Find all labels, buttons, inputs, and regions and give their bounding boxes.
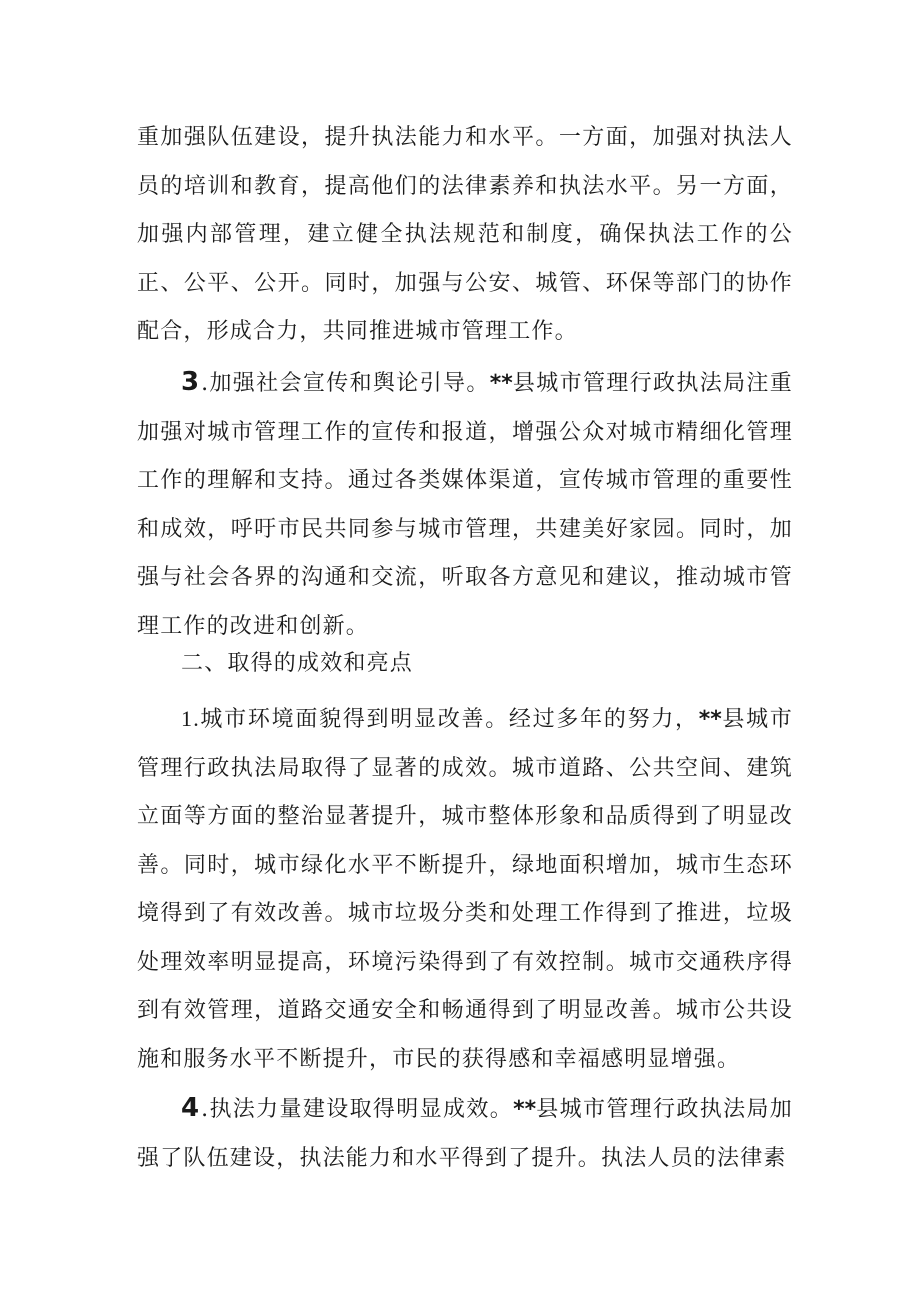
- paragraph-item-3-publicity: [137, 358, 793, 651]
- item-lead: 城市环境面貌得到明显改善。经过多年的努力，: [199, 707, 699, 732]
- item-lead: .执法力量建设取得明显成效。: [201, 1097, 514, 1122]
- paragraph-item-4-enforcement: [137, 1084, 793, 1183]
- item-body: 县城市管理行政执法局注重加强对城市管理工作的宣传和报道，增强公众对城市精细化管理工作的理解和支持。通过各类媒体渠道，宣传城市管理的重要性和成效，呼吁市民共同参与城市管理，共建美好家园。同时，加强与社会各界的沟通和交流，听取各方意见和建议，推动城市管理工作的改进和创新。: [137, 371, 793, 639]
- section-heading-achievements: 二、取得的成效和亮点: [181, 651, 414, 676]
- redacted-county-marker: **: [513, 1097, 537, 1122]
- item-number: 3: [181, 367, 202, 397]
- item-number: 4: [181, 1093, 202, 1123]
- item-number: 1.: [181, 706, 200, 731]
- redacted-county-marker: **: [698, 707, 722, 732]
- paragraph-team-building: 重加强队伍建设，提升执法能力和水平。一方面，加强对执法人员的培训和教育，提高他们的法律素养和执法水平。另一方面，加强内部管理，建立健全执法规范和制度，确保执法工作的公正、公平、公开。同时，加强与公安、城管、环保等部门的协作配合，形成合力，共同推进城市管理工作。: [137, 125, 793, 344]
- item-body: 县城市管理行政执法局取得了显著的成效。城市道路、公共空间、建筑立面等方面的整治显著提升，城市整体形象和品质得到了明显改善。同时，城市绿化水平不断提升，绿地面积增加，城市生态环境得到了有效改善。城市垃圾分类和处理工作得到了推进，垃圾处理效率明显提高，环境污染得到了有效控制。城市交通秩序得到有效管理，道路交通安全和畅通得到了明显改善。城市公共设施和服务水平不断提升，市民的获得感和幸福感明显增强。: [137, 707, 794, 1072]
- paragraph-item-1-environment: [137, 695, 793, 1084]
- item-body: 县城市管理行政执法局加强了队伍建设，执法能力和水平得到了提升。执法人员的法律素: [137, 1097, 794, 1171]
- item-lead: .加强社会宣传和舆论引导。: [201, 371, 490, 396]
- redacted-county-marker: **: [489, 371, 513, 396]
